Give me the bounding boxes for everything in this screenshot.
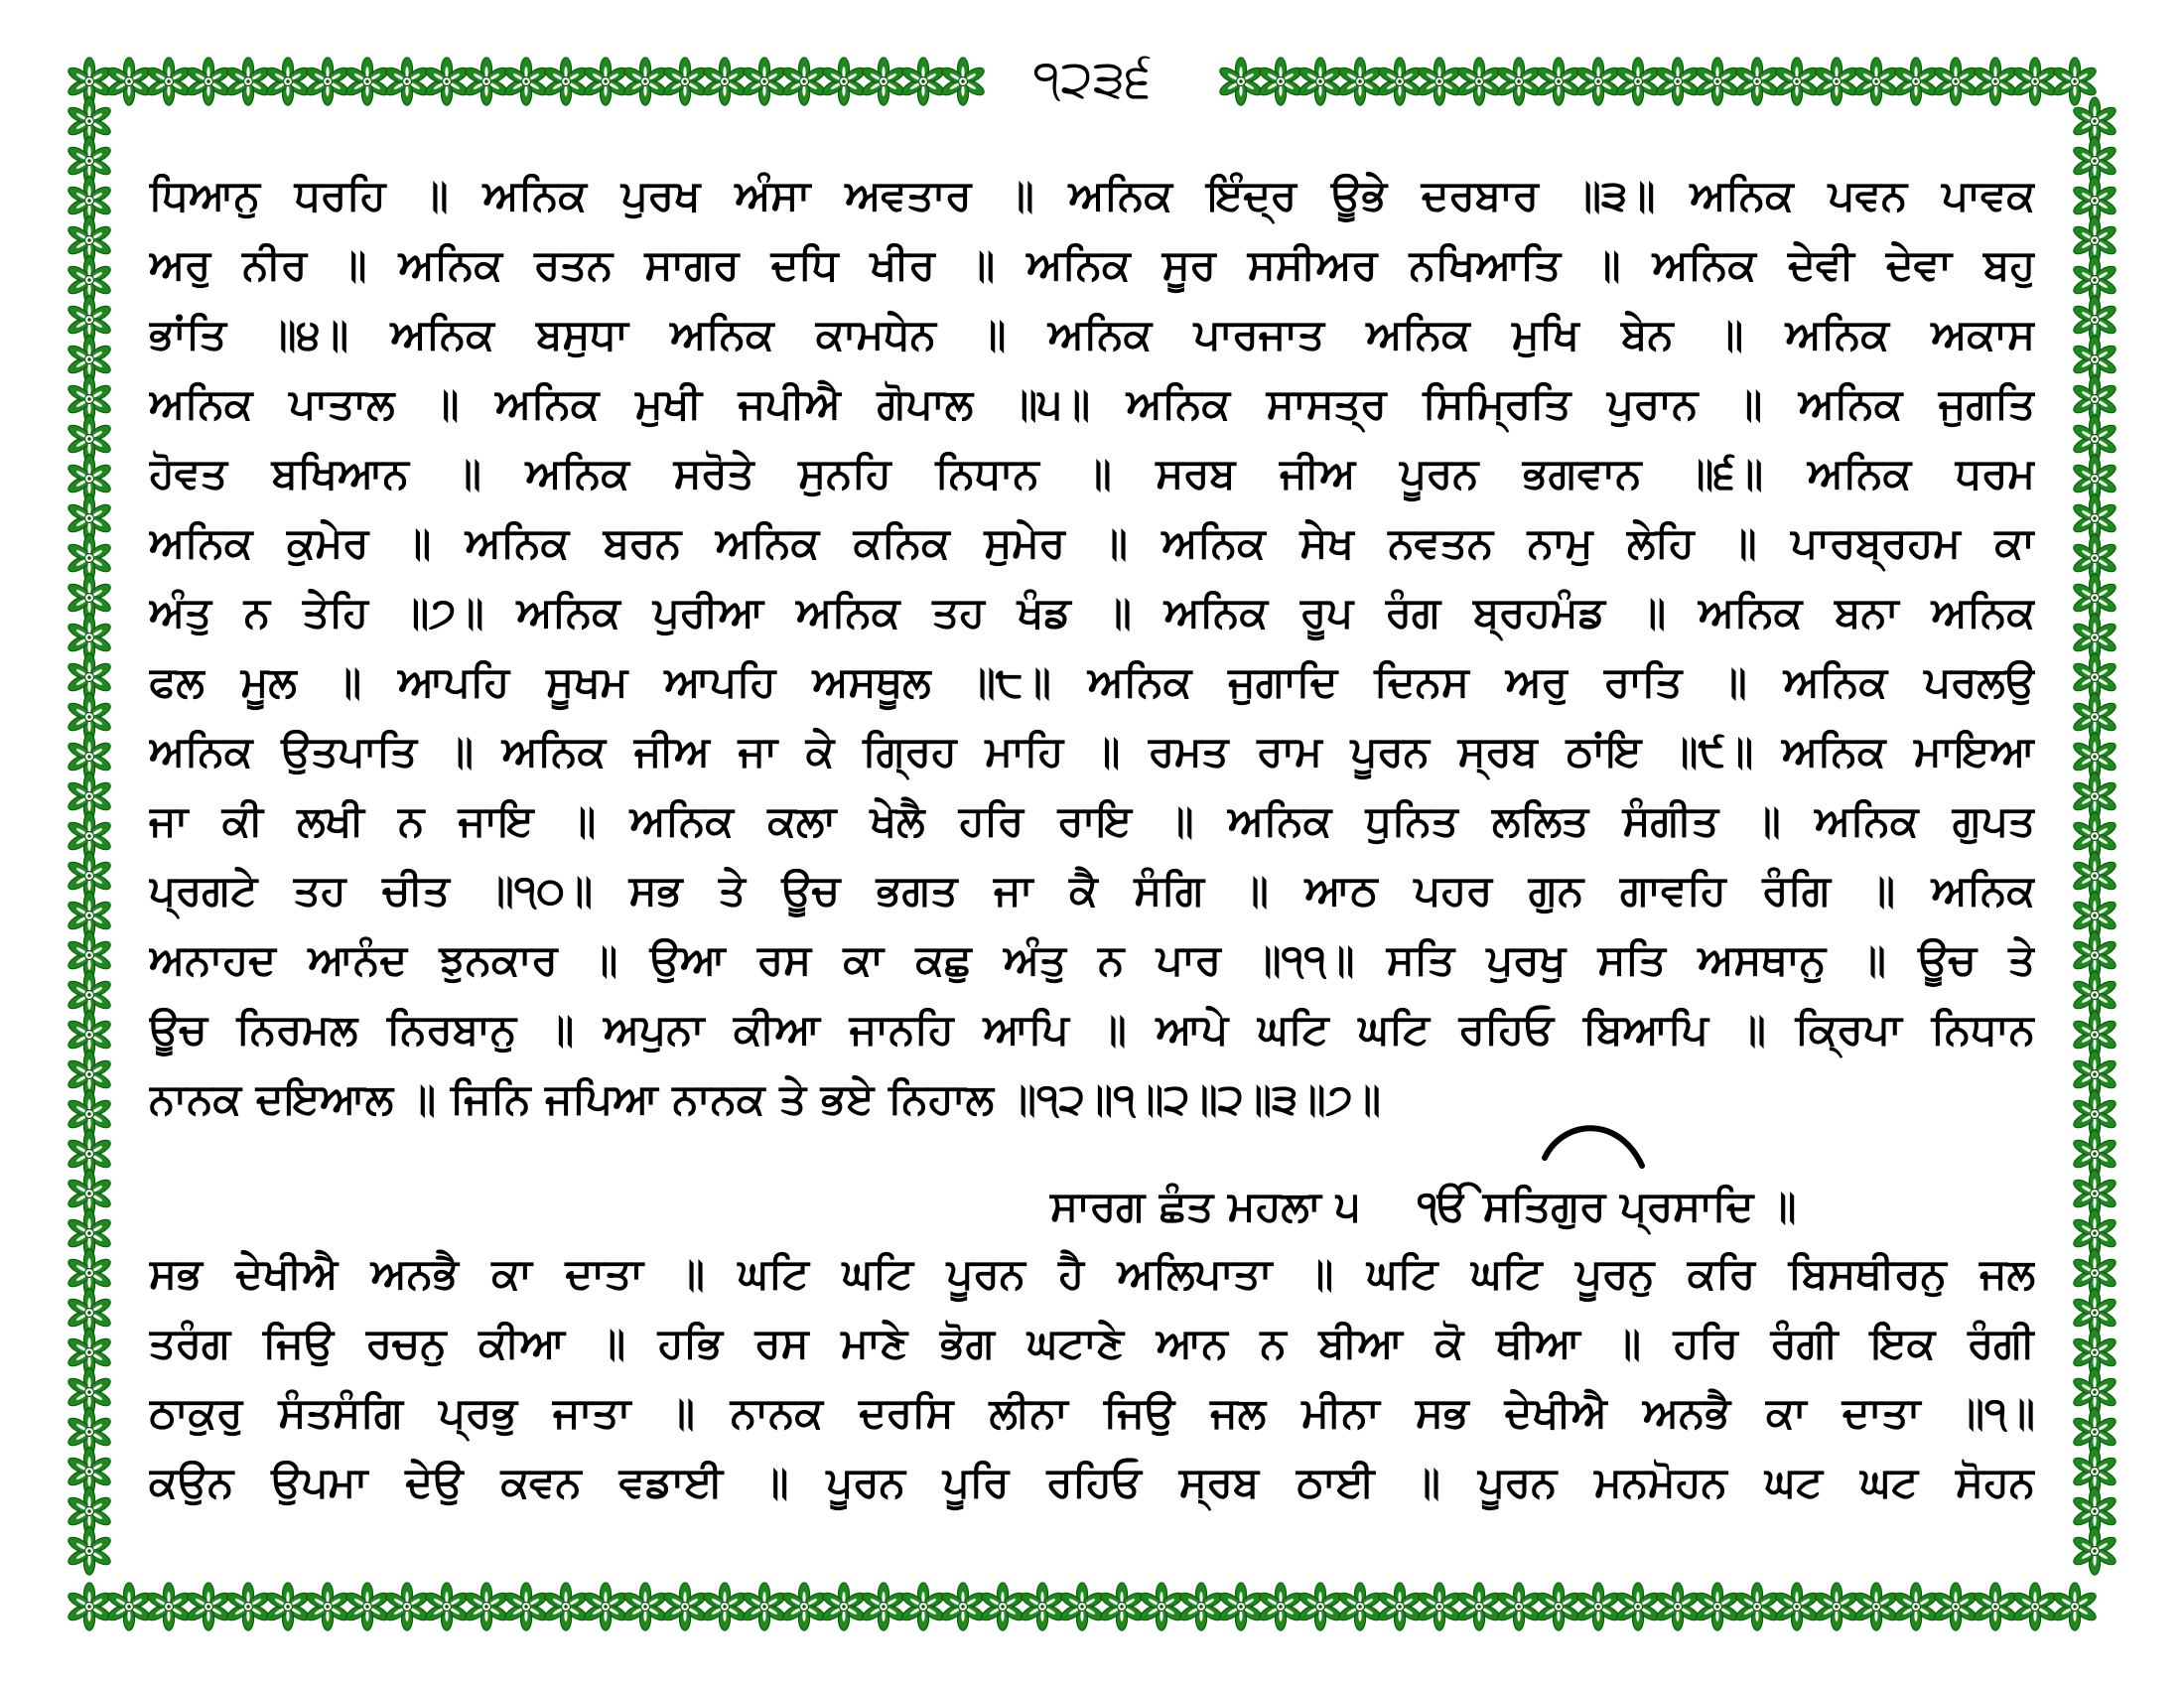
- flower-icon: [542, 1583, 589, 1630]
- flower-icon: [1535, 1583, 1581, 1630]
- flower-icon: [939, 1583, 986, 1630]
- text-line: ਭਾਂਤਿ ॥੪॥ ਅਨਿਕ ਬਸੁਧਾ ਅਨਿਕ ਕਾਮਧੇਨ ॥ ਅਨਿਕ ਪਾਰਜਾਤ ਅਨਿਕ ਮੁਖਿ ਬੇਨ ॥ ਅਨਿਕ ਅਕਾਸ: [149, 310, 2035, 358]
- flower-icon: [1773, 58, 1820, 105]
- text-line: ਅਨਿਕ ਉਤਪਾਤਿ ॥ ਅਨਿਕ ਜੀਅ ਜਾ ਕੇ ਗ੍ਰਿਹ ਮਾਹਿ ॥ ਰਮਤ ਰਾਮ ਪੂਰਨ ਸ੍ਰਬ ਠਾਂਇ ॥੯॥ ਅਨਿਕ ਮਾਇਆ: [149, 727, 2035, 775]
- flower-icon: [621, 58, 668, 105]
- text-line: ਹੋਵਤ ਬਖਿਆਨ ॥ ਅਨਿਕ ਸਰੋਤੇ ਸੁਨਹਿ ਨਿਧਾਨ ॥ ਸਰਬ ਜੀਅ ਪੂਰਨ ਭਗਵਾਨ ॥੬॥ ਅਨਿਕ ਧਰਮ: [149, 449, 2035, 497]
- flower-icon: [2011, 58, 2058, 105]
- text-line: ਜਾ ਕੀ ਲਖੀ ਨ ਜਾਇ ॥ ਅਨਿਕ ਕਲਾ ਖੇਲੈ ਹਰਿ ਰਾਇ ॥ ਅਨਿਕ ਧੁਨਿਤ ਲਲਿਤ ਸੰਗੀਤ ॥ ਅਨਿਕ ਗੁਪਤ: [149, 796, 2035, 845]
- flower-icon: [463, 1583, 509, 1630]
- flower-icon: [542, 58, 589, 105]
- flower-icon: [1892, 1583, 1939, 1630]
- scripture-text-block-1: [149, 161, 2035, 1134]
- flower-icon: [899, 1583, 946, 1630]
- flower-icon: [1773, 1583, 1820, 1630]
- flower-icon: [105, 1583, 152, 1630]
- heading-raag: ਸਾਰਗ ਛੰਤ ਮਹਲਾ ੫: [1050, 1182, 1361, 1230]
- flower-icon: [1257, 58, 1303, 105]
- flower-icon: [1336, 58, 1383, 105]
- text-line: ਅੰਤੁ ਨ ਤੇਹਿ ॥੭॥ ਅਨਿਕ ਪੁਰੀਆ ਅਨਿਕ ਤਹ ਖੰਡ ॥ ਅਨਿਕ ਰੂਪ ਰੰਗ ਬ੍ਰਹਮੰਡ ॥ ਅਨਿਕ ਬਨਾ ਅਨਿਕ: [149, 588, 2035, 636]
- flower-icon: [264, 58, 311, 105]
- flower-icon: [463, 58, 509, 105]
- section-heading: [1050, 1172, 1904, 1241]
- page-number: ੧੨੩੬: [1032, 50, 1152, 109]
- flower-icon: [1416, 1583, 1462, 1630]
- text-line: ਠਾਕੁਰੁ ਸੰਤਸੰਗਿ ਪ੍ਰਭੁ ਜਾਤਾ ॥ ਨਾਨਕ ਦਰਸਿ ਲੀਨਾ ਜਿਉ ਜਲ ਮੀਨਾ ਸਭ ਦੇਖੀਐ ਅਨਭੈ ਕਾ ਦਾਤਾ ॥੧॥: [149, 1388, 2035, 1437]
- flower-icon: [1972, 1583, 2018, 1630]
- flower-icon: [1574, 58, 1621, 105]
- flower-icon: [1217, 58, 1264, 105]
- flower-icon: [1813, 58, 1859, 105]
- flower-icon: [304, 1583, 350, 1630]
- flower-icon: [2051, 1583, 2098, 1630]
- flower-icon: [1376, 1583, 1423, 1630]
- flower-icon: [304, 58, 350, 105]
- flower-icon: [701, 58, 748, 105]
- flower-icon: [1376, 58, 1423, 105]
- flower-icon: [582, 1583, 628, 1630]
- text-line: ਧਿਆਨੁ ਧਰਹਿ ॥ ਅਨਿਕ ਪੁਰਖ ਅੰਸਾ ਅਵਤਾਰ ॥ ਅਨਿਕ ਇੰਦ੍ਰ ਊਭੇ ਦਰਬਾਰ ॥੩॥ ਅਨਿਕ ਪਵਨ ਪਾਵਕ: [149, 171, 2035, 219]
- text-line: ਤਰੰਗ ਜਿਉ ਰਚਨੁ ਕੀਆ ॥ ਹਭਿ ਰਸ ਮਾਣੇ ਭੋਗ ਘਟਾਣੇ ਆਨ ਨ ਬੀਆ ਕੋ ਥੀਆ ॥ ਹਰਿ ਰੰਗੀ ਇਕ ਰੰਗੀ: [149, 1319, 2035, 1367]
- flower-icon: [1138, 1583, 1184, 1630]
- flower-icon: [502, 1583, 549, 1630]
- text-line: ਊਚ ਨਿਰਮਲ ਨਿਰਬਾਨੁ ॥ ਅਪੁਨਾ ਕੀਆ ਜਾਨਹਿ ਆਪਿ ॥ ਆਪੇ ਘਟਿ ਘਟਿ ਰਹਿਓ ਬਿਆਪਿ ॥ ਕ੍ਰਿਪਾ ਨਿਧਾਨ: [149, 1005, 2035, 1054]
- flower-icon: [66, 1583, 112, 1630]
- flower-icon: [383, 58, 430, 105]
- flower-icon: [343, 58, 390, 105]
- flower-icon: [1932, 1583, 1979, 1630]
- flower-icon: [1416, 58, 1462, 105]
- flower-icon: [145, 58, 192, 105]
- flower-icon: [224, 58, 271, 105]
- flower-icon: [423, 1583, 470, 1630]
- flower-icon: [621, 1583, 668, 1630]
- scripture-text-block-2: [149, 1239, 2035, 1517]
- flower-icon: [741, 1583, 787, 1630]
- heading-mool-mantar: ੴ ਸਤਿਗੁਰ ਪ੍ਰਸਾਦਿ ॥: [1418, 1182, 1797, 1230]
- flower-icon: [264, 1583, 311, 1630]
- text-line: ਨਾਨਕ ਦਇਆਲ ॥ ਜਿਨਿ ਜਪਿਆ ਨਾਨਕ ਤੇ ਭਏ ਨਿਹਾਲ ॥੧੨॥੧॥੨॥੨॥੩॥੭॥: [149, 1074, 1381, 1123]
- flower-icon: [185, 1583, 231, 1630]
- flower-icon: [661, 58, 708, 105]
- flower-icon: [423, 58, 470, 105]
- flower-icon: [2011, 1583, 2058, 1630]
- flower-icon: [105, 58, 152, 105]
- flower-icon: [1574, 1583, 1621, 1630]
- flower-icon: [1177, 1583, 1224, 1630]
- flower-icon: [1336, 1583, 1383, 1630]
- flower-icon: [820, 58, 867, 105]
- text-line: ਕਉਨ ਉਪਮਾ ਦੇਉ ਕਵਨ ਵਡਾਈ ॥ ਪੂਰਨ ਪੂਰਿ ਰਹਿਓ ਸ੍ਰਬ ਠਾਈ ॥ ਪੂਰਨ ਮਨਮੋਹਨ ਘਟ ਘਟ ਸੋਹਨ: [149, 1458, 2035, 1506]
- flower-icon: [1733, 58, 1780, 105]
- flower-icon: [860, 58, 906, 105]
- text-line: ਫਲ ਮੂਲ ॥ ਆਪਹਿ ਸੂਖਮ ਆਪਹਿ ਅਸਥੂਲ ॥੮॥ ਅਨਿਕ ਜੁਗਾਦਿ ਦਿਨਸ ਅਰੁ ਰਾਤਿ ॥ ਅਨਿਕ ਪਰਲਉ: [149, 657, 2035, 706]
- text-line: ਅਰੁ ਨੀਰ ॥ ਅਨਿਕ ਰਤਨ ਸਾਗਰ ਦਧਿ ਖੀਰ ॥ ਅਨਿਕ ਸੂਰ ਸਸੀਅਰ ਨਖਿਆਤਿ ॥ ਅਨਿਕ ਦੇਵੀ ਦੇਵਾ ਬਹੁ: [149, 240, 2035, 289]
- text-line: ਅਨਿਕ ਕੁਮੇਰ ॥ ਅਨਿਕ ਬਰਨ ਅਨਿਕ ਕਨਿਕ ਸੁਮੇਰ ॥ ਅਨਿਕ ਸੇਖ ਨਵਤਨ ਨਾਮੁ ਲੇਹਿ ॥ ਪਾਰਬ੍ਰਹਮ ਕਾ: [149, 518, 2035, 567]
- flower-icon: [1852, 58, 1899, 105]
- flower-icon: [741, 58, 787, 105]
- text-line: ਅਨਿਕ ਪਾਤਾਲ ॥ ਅਨਿਕ ਮੁਖੀ ਜਪੀਐ ਗੋਪਾਲ ॥੫॥ ਅਨਿਕ ਸਾਸਤ੍ਰ ਸਿਮ੍ਰਿਤਿ ਪੁਰਾਨ ॥ ਅਨਿਕ ਜੁਗਤਿ: [149, 379, 2035, 428]
- flower-icon: [1019, 1583, 1065, 1630]
- flower-icon: [2051, 58, 2098, 105]
- flower-icon: [1614, 58, 1661, 105]
- flower-icon: [899, 58, 946, 105]
- flower-icon: [1217, 1583, 1264, 1630]
- flourish-mark: [1539, 1110, 1658, 1170]
- flower-icon: [383, 1583, 430, 1630]
- flower-icon: [1297, 58, 1343, 105]
- flower-icon: [1614, 1583, 1661, 1630]
- flower-icon: [1813, 1583, 1859, 1630]
- flower-icon: [1455, 58, 1502, 105]
- flower-icon: [1098, 1583, 1145, 1630]
- flower-icon: [1535, 58, 1581, 105]
- flower-icon: [1495, 1583, 1542, 1630]
- flower-icon: [1892, 58, 1939, 105]
- flower-icon: [820, 1583, 867, 1630]
- flower-icon: [979, 1583, 1025, 1630]
- flower-icon: [1455, 1583, 1502, 1630]
- flower-icon: [224, 1583, 271, 1630]
- flower-icon: [185, 58, 231, 105]
- flower-icon: [1694, 58, 1740, 105]
- flower-icon: [860, 1583, 906, 1630]
- flower-icon: [66, 1527, 112, 1575]
- flower-icon: [502, 58, 549, 105]
- flower-icon: [343, 1583, 390, 1630]
- flower-icon: [2071, 1527, 2117, 1575]
- flower-icon: [1733, 1583, 1780, 1630]
- flower-icon: [1495, 58, 1542, 105]
- text-line: ਅਨਾਹਦ ਆਨੰਦ ਝੁਨਕਾਰ ॥ ਉਆ ਰਸ ਕਾ ਕਛੁ ਅੰਤੁ ਨ ਪਾਰ ॥੧੧॥ ਸਤਿ ਪੁਰਖੁ ਸਤਿ ਅਸਥਾਨੁ ॥ ਊਚ ਤੇ: [149, 935, 2035, 984]
- flower-icon: [1852, 1583, 1899, 1630]
- flower-icon: [1654, 58, 1701, 105]
- flower-icon: [145, 1583, 192, 1630]
- text-line: ਸਭ ਦੇਖੀਐ ਅਨਭੈ ਕਾ ਦਾਤਾ ॥ ਘਟਿ ਘਟਿ ਪੂਰਨ ਹੈ ਅਲਿਪਾਤਾ ॥ ਘਟਿ ਘਟਿ ਪੂਰਨੁ ਕਰਿ ਬਿਸਥੀਰਨੁ ਜਲ: [149, 1249, 2035, 1298]
- flower-icon: [1694, 1583, 1740, 1630]
- flower-icon: [1932, 58, 1979, 105]
- flower-icon: [939, 58, 986, 105]
- flower-icon: [780, 58, 827, 105]
- flower-icon: [780, 1583, 827, 1630]
- flower-icon: [1972, 58, 2018, 105]
- flower-icon: [582, 58, 628, 105]
- flower-icon: [661, 1583, 708, 1630]
- flower-icon: [1297, 1583, 1343, 1630]
- flower-icon: [1654, 1583, 1701, 1630]
- flower-icon: [701, 1583, 748, 1630]
- text-line: ਪ੍ਰਗਟੇ ਤਹ ਚੀਤ ॥੧੦॥ ਸਭ ਤੇ ਊਚ ਭਗਤ ਜਾ ਕੈ ਸੰਗਿ ॥ ਆਠ ਪਹਰ ਗੁਨ ਗਾਵਹਿ ਰੰਗਿ ॥ ਅਨਿਕ: [149, 866, 2035, 914]
- flower-icon: [1058, 1583, 1105, 1630]
- flower-icon: [1257, 1583, 1303, 1630]
